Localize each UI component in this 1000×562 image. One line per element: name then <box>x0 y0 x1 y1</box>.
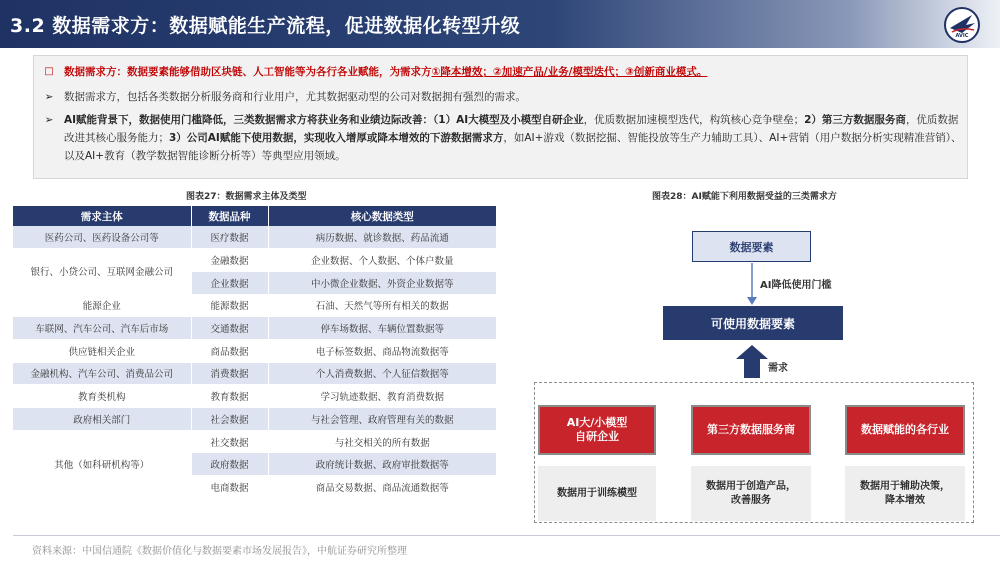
demander-box-empowered-industries <box>845 405 965 455</box>
cell-demand-subject: 车联网、汽车公司、汽车后市场 <box>13 317 191 340</box>
summary-bullet-2 <box>42 88 952 106</box>
cell-core-data-type: 政府统计数据、政府审批数据等 <box>268 453 497 476</box>
cell-data-kind: 消费数据 <box>191 362 268 385</box>
demander-2-use: 数据用于创造产品， 改善服务 <box>706 480 796 506</box>
bullet-3-bold-2: 2）第三方数据服务商 <box>804 114 906 126</box>
table-row <box>13 226 497 249</box>
footer-divider <box>13 535 1000 536</box>
cell-data-kind: 社交数据 <box>191 430 268 453</box>
cell-data-kind: 商品数据 <box>191 339 268 362</box>
cell-core-data-type: 个人消费数据、个人征信数据等 <box>268 362 497 385</box>
bullet-1-text <box>64 63 952 81</box>
demander-1-use: 数据用于训练模型 <box>557 487 637 499</box>
cell-data-kind: 企业数据 <box>191 271 268 294</box>
avic-logo <box>942 6 982 44</box>
cell-data-kind: 医疗数据 <box>191 226 268 249</box>
summary-box <box>33 55 968 179</box>
demander-3-use: 数据用于辅助决策， 降本增效 <box>860 480 950 506</box>
table-row <box>13 385 497 408</box>
table-body <box>13 226 497 498</box>
bullet-3-text-2: ，优质数据改进其核心服务能力； <box>64 114 959 144</box>
figure-28-caption: 图表28：AI赋能下利用数据受益的三类需求方 <box>652 192 837 202</box>
demander-use-decision-support <box>845 466 965 521</box>
cell-demand-subject: 其他（如科研机构等） <box>13 430 191 498</box>
cell-core-data-type: 病历数据、就诊数据、药品流通 <box>268 226 497 249</box>
cell-demand-subject: 供应链相关企业 <box>13 339 191 362</box>
column-header-data-kind: 数据品种 <box>191 206 268 226</box>
summary-bullet-1 <box>42 63 952 81</box>
cell-demand-subject: 教育类机构 <box>13 385 191 408</box>
column-header-subject: 需求主体 <box>13 206 191 226</box>
table-row <box>13 430 497 453</box>
cell-data-kind: 交通数据 <box>191 317 268 340</box>
table-header-row <box>13 206 497 226</box>
bullet-3-bold-1: AI赋能背景下，数据使用门槛降低，三类数据需求方将获业务和业绩边际改善：（1）AI大模型及小模型自研企业 <box>64 114 584 126</box>
table-row <box>13 408 497 431</box>
bullet-1-underlined: ①降本增效；②加速产品/业务/模型迭代；③创新商业模式。 <box>431 66 708 78</box>
figure-27-caption: 图表27：数据需求主体及类型 <box>186 192 307 202</box>
demander-3-name: 数据赋能的各行业 <box>861 423 949 436</box>
data-demand-table <box>13 206 497 499</box>
arrow-bullet-icon: ➢ <box>44 91 54 103</box>
cell-core-data-type: 电子标签数据、商品物流数据等 <box>268 339 497 362</box>
demander-2-name: 第三方数据服务商 <box>707 423 795 436</box>
demander-1-name: AI大/小模型 自研企业 <box>566 416 628 443</box>
title-bar <box>0 0 1000 48</box>
demander-use-product-service <box>691 466 811 521</box>
cell-core-data-type: 中小微企业数据、外资企业数据等 <box>268 271 497 294</box>
table-row <box>13 294 497 317</box>
ai-lowers-threshold-label: AI降低使用门槛 <box>760 280 832 291</box>
source-note: 资料来源：中国信通院《数据价值化与数据要素市场发展报告》，中航证券研究所整理 <box>32 546 407 557</box>
cell-demand-subject: 金融机构、汽车公司、消费品公司 <box>13 362 191 385</box>
down-arrow-head-icon <box>747 297 757 305</box>
column-header-core-data-type: 核心数据类型 <box>268 206 497 226</box>
demander-use-model-training <box>538 466 656 521</box>
cell-core-data-type: 学习轨迹数据、教育消费数据 <box>268 385 497 408</box>
demander-box-third-party-services <box>691 405 811 455</box>
cell-data-kind: 电商数据 <box>191 476 268 499</box>
table-row <box>13 317 497 340</box>
demand-label: 需求 <box>768 363 788 374</box>
page-title: 3.2 数据需求方：数据赋能生产流程，促进数据化转型升级 <box>10 15 521 37</box>
bullet-2-text: 数据需求方，包括各类数据分析服务商和行业用户，尤其数据驱动型的公司对数据拥有强烈的需求。 <box>64 91 526 103</box>
cell-data-kind: 政府数据 <box>191 453 268 476</box>
cell-core-data-type: 与社会管理、政府管理有关的数据 <box>268 408 497 431</box>
table-row <box>13 339 497 362</box>
summary-bullet-3 <box>42 111 967 165</box>
logo-text: AVIC <box>955 33 969 39</box>
bullet-3-text <box>64 111 967 165</box>
cell-data-kind: 金融数据 <box>191 249 268 272</box>
usable-data-element-box: 可使用数据要素 <box>663 306 843 340</box>
bullet-3-text-1: ，优质数据加速模型迭代，构筑核心竞争壁垒； <box>583 114 805 126</box>
cell-core-data-type: 停车场数据、车辆位置数据等 <box>268 317 497 340</box>
up-arrow-icon <box>736 345 768 378</box>
cell-core-data-type: 石油、天然气等所有相关的数据 <box>268 294 497 317</box>
bullet-3-bold-3: 3）公司AI赋能下使用数据，实现收入增厚或降本增效的下游数据需求方 <box>169 132 504 144</box>
demander-box-model-developers <box>538 405 656 455</box>
table-row <box>13 362 497 385</box>
cell-core-data-type: 商品交易数据、商品流通数据等 <box>268 476 497 499</box>
arrow-bullet-icon: ➢ <box>44 114 54 126</box>
cell-demand-subject: 银行、小贷公司、互联网金融公司 <box>13 249 191 294</box>
cell-data-kind: 社会数据 <box>191 408 268 431</box>
cell-data-kind: 教育数据 <box>191 385 268 408</box>
cell-core-data-type: 企业数据、个人数据、个体户数量 <box>268 249 497 272</box>
table-row <box>13 249 497 272</box>
bullet-1-lead: 数据需求方：数据要素能够借助区块链、人工智能等为各行各业赋能，为需求方 <box>64 66 432 78</box>
cell-demand-subject: 能源企业 <box>13 294 191 317</box>
cell-core-data-type: 与社交相关的所有数据 <box>268 430 497 453</box>
cell-demand-subject: 医药公司、医药设备公司等 <box>13 226 191 249</box>
cell-data-kind: 能源数据 <box>191 294 268 317</box>
square-bullet-icon: □ <box>44 66 54 77</box>
bullet-3-text-3: ，如AI+游戏（数据挖掘、智能投放等生产力辅助工具）、AI+营销（用户数据分析实现精准营销）、以及AI+教育（教学数据智能诊断分析等）等典型应用领域。 <box>64 132 962 162</box>
data-element-box: 数据要素 <box>692 231 811 262</box>
cell-demand-subject: 政府相关部门 <box>13 408 191 431</box>
